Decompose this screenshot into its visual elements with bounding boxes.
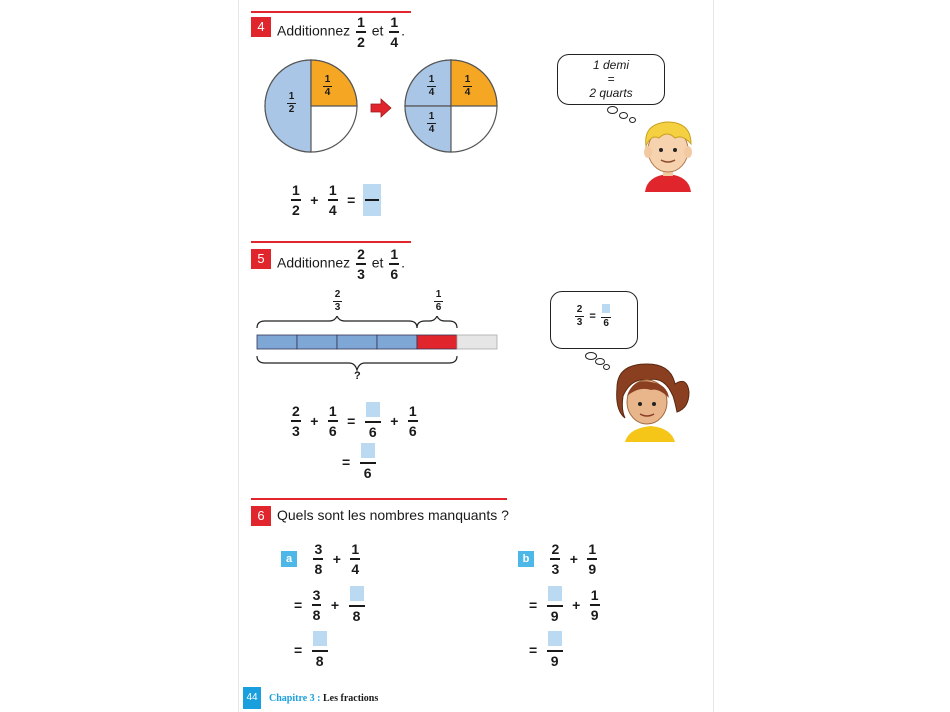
exercise-5-equation-line-2 bbox=[339, 443, 378, 480]
equals-sign: = bbox=[294, 641, 303, 658]
circle1-half-label: $\frac{1}{2}$ bbox=[288, 91, 295, 115]
plus-sign: + bbox=[572, 596, 581, 613]
exercise-4-number: 4 bbox=[251, 17, 271, 37]
answer-fraction: 9 bbox=[547, 631, 563, 668]
fraction-one-quarter: $\frac{1}{4}$ bbox=[390, 14, 399, 50]
boy-illustration bbox=[637, 116, 699, 192]
equals-sign: = bbox=[529, 596, 538, 613]
chapter-label: Chapitre 3 : bbox=[269, 693, 321, 704]
chapter-footer bbox=[269, 693, 378, 704]
plus-sign: + bbox=[330, 596, 340, 613]
equals-sign: = bbox=[294, 596, 303, 613]
chapter-title: Les fractions bbox=[322, 693, 379, 704]
answer-fraction: 6 bbox=[365, 402, 381, 439]
exercise-6b-line-1: b $\frac{2}{3}$ + $\frac{1}{9}$ bbox=[518, 542, 599, 576]
exercise-5-number: 5 bbox=[251, 249, 271, 269]
right-arrow-icon bbox=[370, 98, 392, 118]
answer-box[interactable] bbox=[366, 402, 380, 417]
bubble-line-3: 2 quarts bbox=[589, 86, 633, 100]
plus-sign: + bbox=[390, 412, 399, 429]
exercise-4-title-text: Additionnez bbox=[277, 22, 351, 39]
fraction-two-thirds: $\frac{2}{3}$ bbox=[357, 246, 365, 282]
bar-label-two-thirds: $\frac{2}{3}$ bbox=[334, 289, 341, 313]
equals-sign: = bbox=[342, 453, 351, 470]
exercise-4-title: Additionnez $\frac{1}{2}$ et $\frac{1}{4}$ . bbox=[277, 14, 406, 50]
workbook-page bbox=[238, 0, 714, 712]
answer-box[interactable] bbox=[548, 586, 562, 601]
exercise-5-title: Additionnez $\frac{2}{3}$ et $\frac{1}{6}$ . bbox=[277, 246, 406, 282]
circle-half-plus-quarter bbox=[263, 58, 359, 154]
answer-box[interactable] bbox=[548, 631, 562, 646]
exercise-4-conj: et bbox=[371, 22, 384, 39]
exercise-6b-line-2: = 9 + $\frac{1}{9}$ bbox=[529, 586, 599, 624]
exercise-6a-line-3 bbox=[291, 631, 330, 668]
exercise-6-title: Quels sont les nombres manquants ? bbox=[277, 507, 509, 523]
fraction-one-half: $\frac{1}{2}$ bbox=[357, 14, 365, 50]
girl-illustration bbox=[611, 362, 691, 442]
part-a-badge: a bbox=[281, 551, 297, 567]
circle2-quarter-2-label: $\frac{1}{4}$ bbox=[464, 74, 471, 98]
bubble-line-2: = bbox=[607, 72, 615, 86]
exercise-5-equation-line-1: $\frac{2}{3}$ + $\frac{1}{6}$ = 6 + $\frac{1}{6}$ bbox=[292, 402, 417, 440]
plus-sign: + bbox=[310, 192, 319, 208]
girl-thought-bubble bbox=[550, 291, 638, 349]
exercise-6b-line-3 bbox=[526, 631, 565, 668]
exercise-6a-line-2: = $\frac{3}{8}$ + 8 bbox=[291, 586, 367, 623]
exercise-4-equation bbox=[289, 183, 381, 217]
exercise-6-number: 6 bbox=[251, 506, 271, 526]
exercise-6a-line-1: a $\frac{3}{8}$ + $\frac{1}{4}$ bbox=[281, 542, 362, 576]
eq-fraction: $\frac{1}{2}$ bbox=[292, 182, 300, 218]
bubble-line-1: 1 demi bbox=[592, 58, 630, 72]
eq-fraction: $\frac{1}{4}$ bbox=[328, 182, 337, 218]
exercise-4-rule bbox=[251, 11, 411, 13]
page-number: 44 bbox=[243, 687, 261, 709]
fraction-bar-diagram bbox=[253, 316, 503, 372]
part-b-badge: b bbox=[518, 551, 534, 567]
exercise-5-rule bbox=[251, 241, 411, 243]
circle-three-quarters bbox=[403, 58, 499, 154]
plus-sign: + bbox=[569, 551, 578, 567]
exercise-6-rule bbox=[251, 498, 507, 500]
bubble-dot bbox=[629, 117, 636, 123]
bar-label-one-sixth: $\frac{1}{6}$ bbox=[435, 289, 442, 313]
answer-box[interactable] bbox=[350, 586, 364, 601]
answer-fraction: 8 bbox=[349, 586, 365, 623]
answer-fraction: 9 bbox=[547, 586, 563, 623]
plus-sign: + bbox=[332, 551, 341, 567]
equals-sign: = bbox=[347, 192, 356, 208]
equals-sign: = bbox=[529, 641, 538, 658]
answer-box[interactable] bbox=[313, 631, 327, 646]
girl-bubble-equation: $\frac{2}{3}$ = 6 bbox=[573, 304, 613, 329]
answer-fraction: 8 bbox=[312, 631, 328, 668]
answer-fraction: 6 bbox=[360, 443, 376, 480]
answer-box-fraction[interactable] bbox=[363, 184, 381, 216]
answer-box[interactable] bbox=[361, 443, 375, 458]
circle2-quarter-1-label: $\frac{1}{4}$ bbox=[428, 74, 435, 98]
circle2-quarter-3-label: $\frac{1}{4}$ bbox=[428, 111, 435, 135]
bar-question-mark: ? bbox=[354, 370, 361, 382]
exercise-5-title-text: Additionnez bbox=[277, 254, 351, 271]
bubble-dot bbox=[607, 106, 618, 114]
circle1-quarter-label: $\frac{1}{4}$ bbox=[324, 74, 331, 98]
boy-thought-bubble bbox=[557, 54, 665, 105]
bubble-dot bbox=[603, 364, 610, 370]
plus-sign: + bbox=[310, 412, 319, 429]
fraction-one-sixth: $\frac{1}{6}$ bbox=[390, 246, 399, 282]
equals-sign: = bbox=[347, 412, 356, 429]
exercise-5-conj: et bbox=[371, 254, 384, 271]
bubble-dot bbox=[619, 112, 628, 119]
